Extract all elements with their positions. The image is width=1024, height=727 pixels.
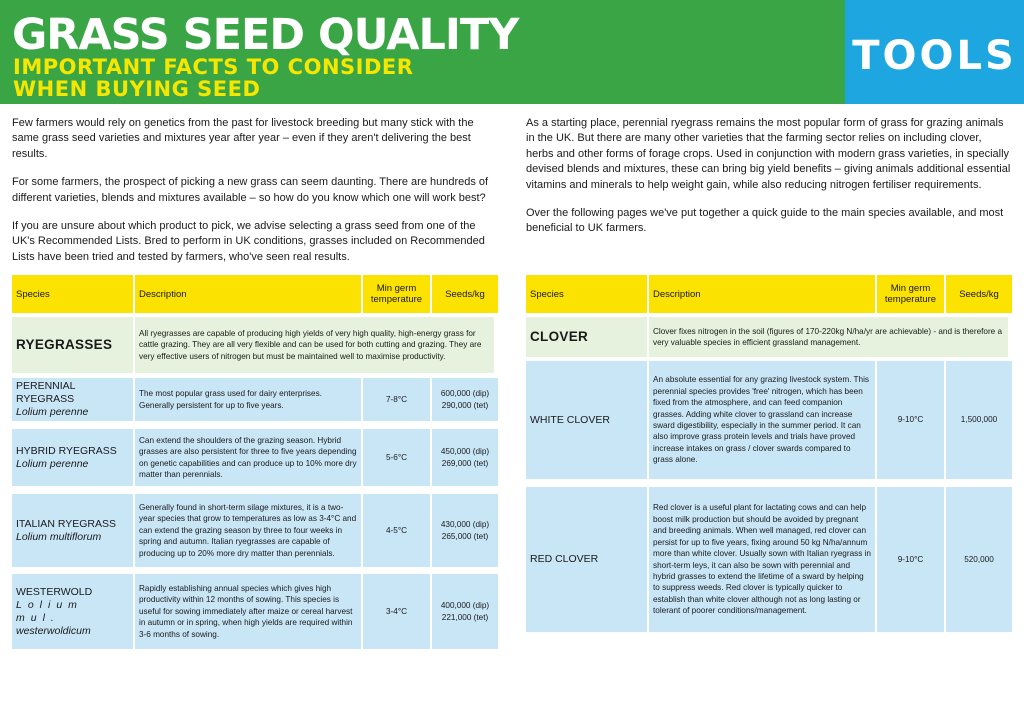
intro-left-column (12, 116, 498, 278)
group-description: Clover fixes nitrogen in the soil (figures of 170-220kg N/ha/yr are achievable) - and is therefore a very valuable species in efficient grassland management. (649, 317, 1008, 357)
species-latin-2: westerwoldicum (16, 624, 91, 637)
species-name: WESTERWOLD (16, 585, 93, 598)
seeds-tet: 269,000 (tet) (441, 458, 489, 468)
group-name-cell (526, 317, 647, 357)
description-cell: Can extend the shoulders of the grazing season. Hybrid grasses are also persistent for three to five years depending on genetic capabilities and can produce up to 10% more dry matter than perennials. (135, 429, 361, 486)
table-row (12, 574, 498, 649)
header-species: Species (12, 275, 133, 313)
table-header-row (526, 275, 1012, 313)
seeds-cell (432, 378, 498, 421)
section-label: TOOLS (852, 33, 1017, 79)
species-cell (12, 494, 133, 567)
species-latin: Lolium perenne (16, 406, 89, 418)
temp-cell: 5-6°C (363, 429, 430, 486)
species-latin: Lolium multiflorum (16, 530, 102, 543)
table-row (12, 429, 498, 486)
seeds-dip: 450,000 (dip) (440, 447, 490, 457)
seeds-cell: 520,000 (946, 487, 1012, 632)
ryegrass-table (12, 275, 498, 652)
species-cell (12, 574, 133, 649)
header-species: Species (526, 275, 647, 313)
seeds-dip: 600,000 (dip) (440, 389, 490, 399)
section-label-box (845, 0, 1024, 104)
seeds-tet: 290,000 (tet) (441, 400, 489, 410)
header-seeds-kg: Seeds/kg (946, 275, 1012, 313)
seeds-dip: 430,000 (dip) (440, 520, 490, 530)
table-header-row (12, 275, 498, 313)
group-name: RYEGRASSES (16, 337, 113, 353)
species-latin: Lolium mul. (16, 598, 83, 624)
species-cell (526, 361, 647, 479)
description-cell: Rapidly establishing annual species which gives high productivity within 12 months of sowing. This species is useful for sowing immediately after maize or cereal harvest in autumn or in spring, when high yields are required within 3-6 months of sowing. (135, 574, 361, 649)
temp-cell: 7-8°C (363, 378, 430, 421)
temp-cell: 9-10°C (877, 487, 944, 632)
page-subtitle (13, 56, 413, 100)
intro-right-column (526, 116, 1012, 250)
seeds-cell (432, 574, 498, 649)
header-banner (0, 0, 845, 104)
table-row (526, 487, 1012, 632)
temp-cell: 9-10°C (877, 361, 944, 479)
group-row-ryegrasses (12, 317, 498, 373)
description-cell: The most popular grass used for dairy enterprises. Generally persistent for up to five years. (135, 378, 361, 421)
table-row (12, 494, 498, 567)
subtitle-line-2: WHEN BUYING SEED (13, 77, 261, 101)
seeds-dip: 400,000 (dip) (440, 601, 490, 611)
seeds-cell (432, 494, 498, 567)
seeds-cell (432, 429, 498, 486)
seeds-tet: 221,000 (tet) (441, 612, 489, 622)
subtitle-line-1: IMPORTANT FACTS TO CONSIDER (13, 55, 414, 79)
table-row (12, 378, 498, 421)
species-name: ITALIAN RYEGRASS (16, 517, 116, 530)
species-name: PERENNIAL RYEGRASS (16, 380, 76, 405)
description-cell: Generally found in short-term silage mixtures, it is a two-year species that grow to temperatures as low as 3-4°C and can extend the grazing season by three to four weeks in spring and autumn. Italian ryegrasses are capable of producing up to 20% more dry matter than perennials. (135, 494, 361, 567)
species-cell (526, 487, 647, 632)
header-seeds-kg: Seeds/kg (432, 275, 498, 313)
species-name: HYBRID RYEGRASS (16, 444, 117, 457)
seeds-cell: 1,500,000 (946, 361, 1012, 479)
clover-table (526, 275, 1012, 635)
page-title: GRASS SEED QUALITY (12, 10, 519, 60)
temp-cell: 3-4°C (363, 574, 430, 649)
intro-paragraph: Over the following pages we've put together a quick guide to the main species available, and most beneficial to UK farmers. (526, 207, 1004, 235)
species-cell (12, 429, 133, 486)
description-cell: An absolute essential for any grazing livestock system. This perennial species provides 'free' nitrogen, which has been fixed from the atmosphere, and can feed companion grasses. Adding white clover to grassland can increase sward digestibility, especially in the summer period. It can also improve grass protein levels and trials have proved increase intakes on grass / clover swards compared to grass alone. (649, 361, 875, 479)
header-description: Description (649, 275, 875, 313)
seeds-tet: 265,000 (tet) (441, 531, 489, 541)
table-row (526, 361, 1012, 479)
temp-cell: 4-5°C (363, 494, 430, 567)
intro-paragraph: As a starting place, perennial ryegrass remains the most popular form of grass for grazing animals in the UK. But there are many other varieties that the farming sector relies on including clover, herbs and other forms of forage crops. Used in conjunction with modern grass varieties, in specially devised blends and mixtures, these can bring big yield benefits – giving animals additional essential vitamins and minerals to help weight gain, while also reducing nitrogen fertiliser requirements. (526, 117, 1011, 191)
description-cell: Red clover is a useful plant for lactating cows and can help boost milk production but should be avoided by pregnant and breeding animals. When well managed, red clover can persist for up to five years, fixing around 50 kg N/ha/annum more than white clover. Usually sown with Italian ryegrass in short-term leys, it can also be sown with perennial and hybrid grasses to extend the lifetime of a sward by helping to suppress weeds. Red clover is typically quicker to establish than white clover although not as long lasting or tolerant of poorer conditions/management. (649, 487, 875, 632)
group-row-clover (526, 317, 1012, 357)
header-min-germ: Min germ temperature (877, 275, 944, 313)
intro-paragraph: Few farmers would rely on genetics from the past for livestock breeding but many stick with the same grass seed varieties and mixtures year after year – even if they aren't delivering the best results. (12, 117, 474, 160)
species-latin: Lolium perenne (16, 457, 89, 470)
group-name: CLOVER (530, 329, 589, 345)
header-description: Description (135, 275, 361, 313)
species-cell (12, 378, 133, 421)
intro-paragraph: If you are unsure about which product to pick, we advise selecting a grass seed from one of the UK's Recommended Lists. Bred to perform in UK conditions, grasses included on Recommended Lists have been tried and tested by farmers, who've seen real results. (12, 220, 485, 263)
header-min-germ: Min germ temperature (363, 275, 430, 313)
species-name: RED CLOVER (530, 553, 599, 565)
species-name: WHITE CLOVER (530, 413, 610, 426)
group-description: All ryegrasses are capable of producing high yields of very high quality, high-energy grass for cattle grazing. They are all very flexible and can be used for both cutting and grazing. They are very effective users of nitrogen but must be maintained well to maximise productivity. (135, 317, 494, 373)
intro-paragraph: For some farmers, the prospect of picking a new grass can seem daunting. There are hundreds of different varieties, blends and mixtures available – so how do you know which one will work best? (12, 176, 489, 204)
group-name-cell (12, 317, 133, 373)
